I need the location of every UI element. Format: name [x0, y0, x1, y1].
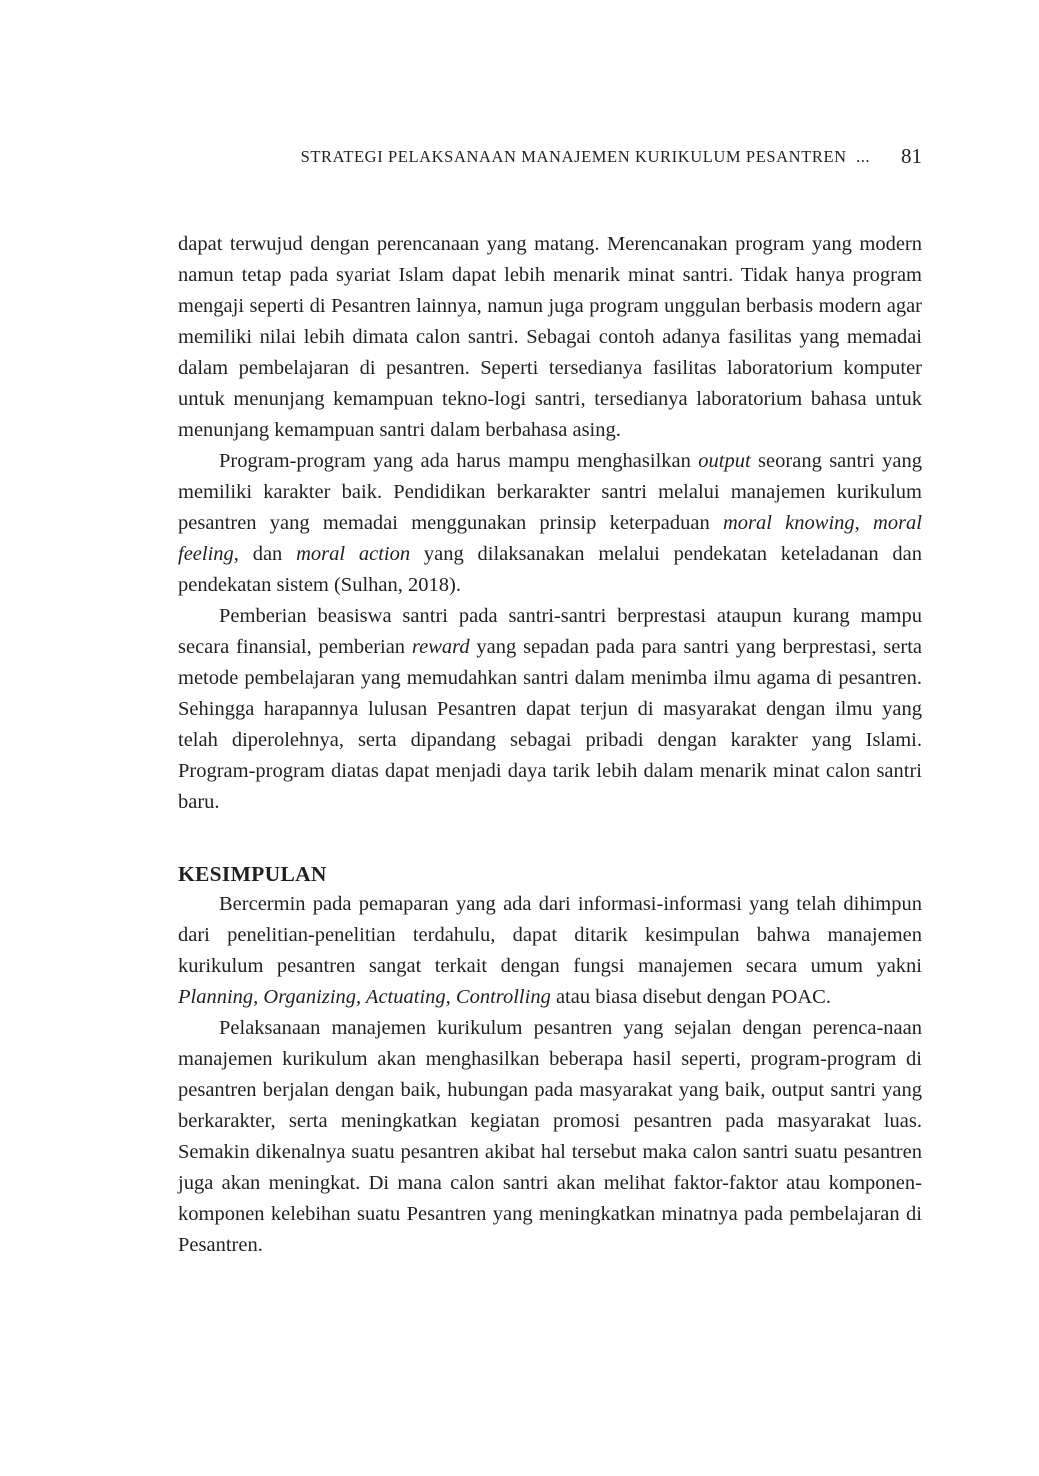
paragraph-2-text: ,	[854, 512, 874, 534]
body-text	[178, 229, 922, 1261]
paragraph-3-text: Pemberian beasiswa santri pada santri-santri berprestasi ataupun kurang mampu secara finansial, pemberian	[178, 605, 922, 658]
italic-term-reward: reward	[411, 636, 470, 658]
italic-term-moral-feeling: moral feeling	[178, 512, 922, 565]
paragraph-2-text: Program-program yang ada harus mampu menghasilkan	[219, 450, 699, 472]
conclusion-paragraph-1	[178, 889, 922, 1013]
section-heading: KESIMPULAN	[178, 862, 327, 886]
running-title-ellipsis: ...	[856, 147, 870, 166]
paragraph-2-text: yang dilaksanakan melalui pendekatan keteladanan dan pendekatan sistem (Sulhan, 2018).	[178, 543, 922, 596]
paragraph-3	[178, 601, 922, 818]
running-title-text: STRATEGI PELAKSANAAN MANAJEMEN KURIKULUM PESANTREN	[300, 147, 847, 166]
conclusion-paragraph-2-text: Pelaksanaan manajemen kurikulum pesantren yang sejalan dengan perenca-naan manajemen kurikulum akan menghasilkan beberapa hasil seperti, program-program di pesantren berjalan dengan baik, hubungan pada masyarakat yang baik, output santri yang berkarakter, serta meningkatkan kegiatan promosi pesantren pada masyarakat luas. Semakin dikenalnya suatu pesantren akibat hal tersebut maka calon santri suatu pesantren juga akan meningkat. Di mana calon santri akan melihat faktor-faktor atau komponen-komponen kelebihan suatu Pesantren yang meningkatkan minatnya pada pembelajaran di Pesantren.	[178, 1017, 922, 1256]
conclusion-paragraph-2	[178, 1013, 922, 1261]
running-header	[178, 144, 922, 171]
italic-term-moral-action: moral action	[296, 543, 411, 565]
paragraph-1	[178, 229, 922, 446]
conclusion-paragraph-1-text: atau biasa disebut dengan POAC.	[550, 986, 831, 1008]
paragraph-2-text: seorang santri yang memiliki karakter baik. Pendidikan berkarakter santri melalui manajemen kurikulum pesantren yang memadai menggunakan prinsip keterpaduan	[178, 450, 922, 534]
page-number: 81	[901, 144, 922, 168]
paragraph-3-text: yang sepadan pada para santri yang berprestasi, serta metode pembelajaran yang memudahkan santri dalam menimba ilmu agama di pesantren. Sehingga harapannya lulusan Pesantren dapat terjun di masyarakat dengan ilmu yang telah diperolehnya, serta dipandang sebagai pribadi dengan karakter yang Islami. Program-program diatas dapat menjadi daya tarik lebih dalam menarik minat calon santri baru.	[178, 636, 923, 813]
paragraph-1-text: dapat terwujud dengan perencanaan yang matang. Merencanakan program yang modern namun tetap pada syariat Islam dapat lebih menarik minat santri. Tidak hanya program mengaji seperti di Pesantren lainnya, namun juga program unggulan berbasis modern agar memiliki nilai lebih dimata calon santri. Sebagai contoh adanya fasilitas yang memadai dalam pembelajaran di pesantren. Seperti tersedianya fasilitas laboratorium komputer untuk menunjang kemampuan tekno-logi santri, tersedianya laboratorium bahasa untuk menunjang kemampuan santri dalam berbahasa asing.	[178, 233, 922, 441]
running-title	[301, 147, 870, 167]
conclusion-paragraph-1-text: Bercermin pada pemaparan yang ada dari informasi-informasi yang telah dihimpun dari penelitian-penelitian terdahulu, dapat ditarik kesimpulan bahwa manajemen kurikulum pesantren sangat terkait dengan fungsi manajemen secara umum yakni	[178, 893, 922, 977]
italic-term-output: output	[698, 450, 751, 472]
italic-term-poac: Planning, Organizing, Actuating, Controlling	[178, 986, 551, 1008]
italic-term-moral-knowing: moral knowing	[722, 512, 855, 534]
paragraph-2-text: , dan	[233, 543, 297, 565]
paragraph-2	[178, 446, 922, 601]
